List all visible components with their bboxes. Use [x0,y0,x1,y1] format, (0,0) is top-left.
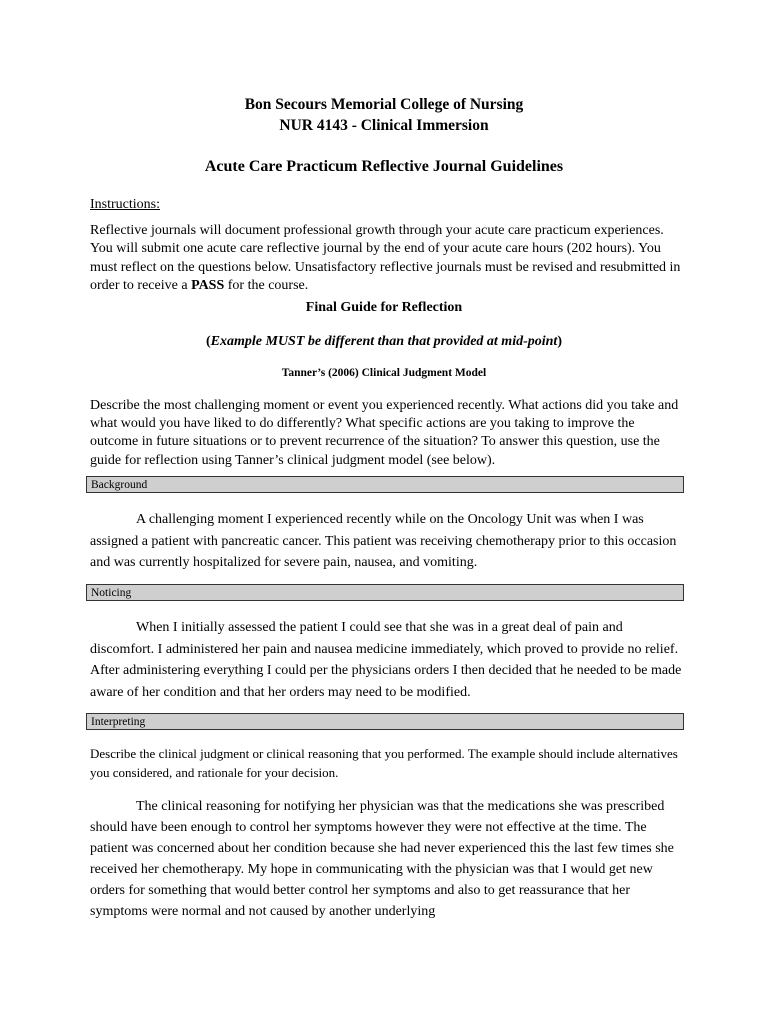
example-note [0,334,768,350]
course-title: NUR 4143 - Clinical Immersion [279,117,489,134]
college-name: Bon Secours Memorial College of Nursing [244,96,524,113]
reflection-prompt: Describe the most challenging moment or event you experienced recently. What actions did you take and what would you have liked to do differently? What specific actions are you taking to improve the outcome in future situations or to prevent recurrence of the situation? To answer this question, use the guide for reflection using Tanner’s clinical judgment model (see below). [90,398,679,468]
section-header-interpreting: Interpreting [86,713,684,730]
instructions-label: Instructions: [90,197,160,212]
document-title: Acute Care Practicum Reflective Journal Guidelines [204,158,564,175]
instructions-text-end: for the course. [224,277,309,293]
example-note-open: ( [206,334,211,349]
example-note-close: ) [557,334,562,349]
interpreting-paragraph [90,796,686,922]
example-note-text: Example MUST be different than that provided at mid-point [210,334,558,349]
background-paragraph [90,509,686,574]
final-guide-title: Final Guide for Reflection [305,300,463,315]
section-header-background: Background [86,476,684,493]
interpreting-question: Describe the clinical judgment or clinical reasoning that you performed. The example should include alternatives you considered, and rationale for your decision. [90,746,678,780]
interpreting-text: The clinical reasoning for notifying her physician was that the medications she was prescribed should have been enough to control her symptoms however they were not effective at the time. The patient was concerned about her condition because she had never experienced this the last few times she received her chemotherapy. My hope in communicating with the physician was that I would get new orders for something that would better control her symptoms and also to get reassurance that her symptoms were normal and not caused by another underlying [90,799,674,919]
section-header-noticing: Noticing [86,584,684,601]
instructions-text: Reflective journals will document professional growth through your acute care practicum experiences. You will submit one acute care reflective journal by the end of your acute care hours (202 hours). You must reflect on the questions below. Unsatisfactory reflective journals must be revised and resubmitted in order to receive a [90,223,681,293]
background-text: A challenging moment I experienced recently while on the Oncology Unit was when I was assigned a patient with pancreatic cancer. This patient was receiving chemotherapy prior to this occasion and was currently hospitalized for severe pain, nausea, and vomiting. [90,512,677,570]
pass-word: PASS [191,277,225,293]
instructions-body [90,222,686,295]
noticing-paragraph [90,617,686,703]
noticing-text: When I initially assessed the patient I could see that she was in a great deal of pain and discomfort. I administered her pain and nausea medicine immediately, which proved to provide no relief. After administering everything I could per the physicians orders I then decided that he needed to be made aware of her condition and that her orders may need to be modified. [90,620,682,700]
model-title: Tanner’s (2006) Clinical Judgment Model [281,367,487,379]
